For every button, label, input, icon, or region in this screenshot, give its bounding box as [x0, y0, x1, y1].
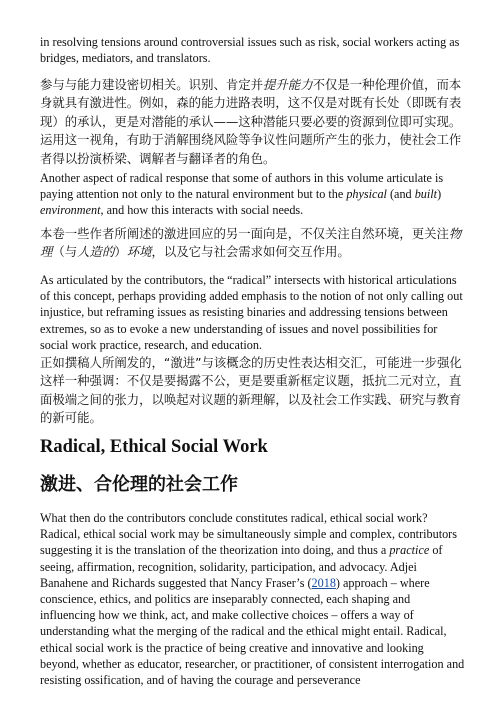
italic-term: 人造的 — [77, 244, 115, 260]
text-run: ） — [114, 244, 127, 260]
text-run: （与 — [52, 244, 78, 260]
text-run: What then do the contributors conclude constitutes radical, ethical social work? Radical, ethical social work may be simultaneously simple and complex, contributors suggesting it is the translation of the theorization into doing, and thus a — [40, 511, 457, 558]
section-heading-en: Radical, Ethical Social Work — [40, 437, 268, 457]
italic-term: practice — [389, 543, 430, 558]
text-run: 参与与能力建设密切相关。识别、肯定并 — [40, 77, 264, 92]
text-run: 不仅是一种伦理价值，而本身就具有激进性。例如，森的能力进路表明，这不仅是对既有长处（即既有表现）的承认，更是对潜能的承认——这种潜能只要必要的资源到位即可实现。运用这一视角，有助于消解围绕风险等争议性问题所产生的张力，使社会工作者得以扮演桥梁、调解者与翻译者的角色。 — [40, 77, 462, 166]
text-run: , and how this interacts with social needs. — [100, 203, 304, 218]
italic-term: physical — [346, 187, 387, 202]
italic-term: 物理 — [40, 226, 462, 260]
paragraph-zh-1 — [40, 76, 465, 168]
text-run: Another aspect of radical response that some of authors in this volume articulate is paying attention not only to the natural environment but to the — [40, 171, 444, 202]
text-run: (and — [386, 187, 415, 202]
paragraph-en-3: As articulated by the contributors, the “radical” intersects with historical articulations of this concept, perhaps providing added emphasis to the notion of not only calling out injustice, but reframing issues as resisting binaries and addressing tensions between extremes, so as to evoke a new understanding of issues and novel possibilities for social work practice, research, and education. — [40, 273, 463, 352]
text-run: ) approach – where conscience, ethics, and politics are inseparably connected, each shaping and influencing how we think, act, and make collective choices – offers a way of understanding what the merging of the radical and the ethical might entail. Radical, ethical social work is the practice of being creative and innovative and looking beyond, whether as educator, researcher, or practitioner, of consistent interrogation and resisting ossification, and of having the courage and perseverance — [40, 575, 465, 688]
paragraph-en-4 — [40, 510, 465, 688]
paragraph-zh-2 — [40, 225, 465, 262]
section-heading-zh: 激进、合伦理的社会工作 — [40, 474, 238, 495]
paragraph-en-1: in resolving tensions around controversial issues such as risk, social workers acting as bridges, mediators, and translators. — [40, 35, 460, 66]
italic-term: 环境 — [126, 244, 152, 260]
text-run: 本卷一些作者所阐述的激进回应的另一面向是，不仅关注自然环境，更关注 — [40, 226, 449, 241]
italic-term: environment — [40, 203, 101, 218]
italic-term: 提升能力 — [263, 77, 313, 92]
italic-term: built — [414, 187, 438, 202]
paragraph-zh-3: 正如撰稿人所阐发的，“激进”与该概念的历史性表达相交汇，可能进一步强化这样一种强调：不仅是要揭露不公，更是要重新框定议题，抵抗二元对立，直面极端之间的张力，以唤起对议题的新理解，以及社会工作实践、研究与教育的新可能。 — [40, 355, 462, 426]
citation-link-2018[interactable]: 2018 — [311, 575, 336, 590]
text-run: ) — [437, 187, 442, 202]
text-run: ，以及它与社会需求如何交互作用。 — [151, 244, 350, 260]
text-run: of seeing, affirmation, recognition, solidarity, participation, and advocacy. Adjei Banahene and Richards suggested that Nancy Fraser’s ( — [40, 543, 443, 590]
paragraph-en-2 — [40, 170, 465, 219]
